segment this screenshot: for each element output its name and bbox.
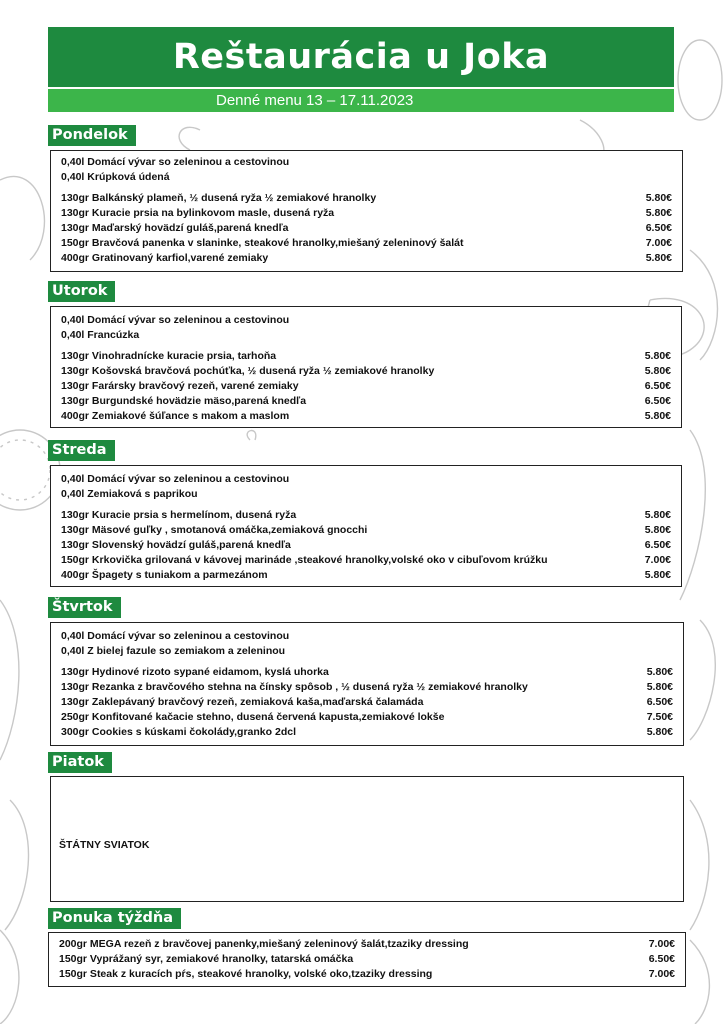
meal-price: 6.50€ [644, 539, 671, 551]
weekly-offer-box [48, 932, 686, 987]
meal-item: 130gr Košovská bravčová pochúťka, ½ dusená ryža ½ zemiakové hranolky 5.80€ [61, 365, 671, 377]
meal-price: 5.80€ [646, 666, 673, 678]
meal-price: 7.00€ [648, 938, 675, 950]
meal-price: 5.80€ [646, 681, 673, 693]
day-label-thursday: Štvrtok [48, 597, 121, 618]
day-label-friday: Piatok [48, 752, 112, 773]
meal-item: 400gr Zemiakové šúľance s makom a maslom 5.80€ [61, 410, 671, 422]
meal-item: 150gr Steak z kuracích pŕs, steakové hranolky, volské oko,tzaziky dressing 7.00€ [59, 968, 675, 980]
meal-item: 130gr Vinohradnícke kuracie prsia, tarhoňa 5.80€ [61, 350, 671, 362]
monday-menu-box [50, 150, 683, 272]
thursday-menu-box [50, 622, 684, 746]
meal-item: 130gr Maďarský hovädzí guláš,parená knedľa 6.50€ [61, 222, 672, 234]
meal-item: 400gr Špagety s tuniakom a parmezánom 5.80€ [61, 569, 671, 581]
restaurant-title: Reštaurácia u Joka [48, 27, 674, 87]
soup-item: 0,40l Zemiaková s paprikou [61, 488, 198, 500]
wednesday-menu-box [50, 465, 682, 587]
meal-item: 130gr Kuracie prsia s hermelínom, dusená ryža 5.80€ [61, 509, 671, 521]
meal-price: 5.80€ [645, 207, 672, 219]
meal-item: 130gr Balkánský plameň, ½ dusená ryža ½ zemiakové hranolky 5.80€ [61, 192, 672, 204]
meal-price: 5.80€ [646, 726, 673, 738]
day-label-monday: Pondelok [48, 125, 136, 146]
meal-price: 7.50€ [646, 711, 673, 723]
meal-price: 5.80€ [644, 350, 671, 362]
soup-item: 0,40l Francúzka [61, 329, 140, 341]
meal-item: 130gr Hydinové rizoto sypané eidamom, kyslá uhorka 5.80€ [61, 666, 673, 678]
day-label-wednesday: Streda [48, 440, 115, 461]
soup-item: 0,40l Domácí vývar so zeleninou a cestovinou [61, 473, 290, 485]
meal-price: 6.50€ [648, 953, 675, 965]
meal-price: 7.00€ [644, 554, 671, 566]
meal-item: 130gr Burgundské hovädzie mäso,parená knedľa 6.50€ [61, 395, 671, 407]
meal-price: 6.50€ [646, 696, 673, 708]
meal-price: 5.80€ [645, 192, 672, 204]
meal-item: 200gr MEGA rezeň z bravčovej panenky,miešaný zeleninový šalát,tzaziky dressing 7.00€ [59, 938, 675, 950]
meal-item: 130gr Zaklepávaný bravčový rezeň, zemiaková kaša,maďarská čalamáda 6.50€ [61, 696, 673, 708]
meal-item: 150gr Bravčová panenka v slaninke, steakové hranolky,miešaný zeleninový šalát 7.00€ [61, 237, 672, 249]
meal-price: 6.50€ [644, 395, 671, 407]
weekly-offer-label: Ponuka týždňa [48, 908, 181, 929]
meal-price: 7.00€ [645, 237, 672, 249]
meal-price: 6.50€ [644, 380, 671, 392]
meal-item: 130gr Rezanka z bravčového stehna na čínsky spôsob , ½ dusená ryža ½ zemiakové hranolky 5.80€ [61, 681, 673, 693]
meal-price: 6.50€ [645, 222, 672, 234]
soup-item: 0,40l Z bielej fazule so zemiakom a zeleninou [61, 645, 286, 657]
meal-price: 5.80€ [644, 410, 671, 422]
friday-menu-box [50, 776, 684, 902]
soup-item: 0,40l Domácí vývar so zeleninou a cestovinou [61, 314, 290, 326]
meal-price: 5.80€ [644, 524, 671, 536]
soup-item: 0,40l Krúpková údená [61, 171, 170, 183]
meal-item: 150gr Krkovička grilovaná v kávovej marináde ,steakové hranolky,volské oko v cibuľovom krúžku 7.00€ [61, 554, 671, 566]
meal-price: 5.80€ [644, 509, 671, 521]
day-label-tuesday: Utorok [48, 281, 115, 302]
meal-price: 5.80€ [644, 569, 671, 581]
meal-item: 250gr Konfitované kačacie stehno, dusená červená kapusta,zemiakové lokše 7.50€ [61, 711, 673, 723]
meal-item: 130gr Slovenský hovädzí guláš,parená knedľa 6.50€ [61, 539, 671, 551]
meal-price: 5.80€ [644, 365, 671, 377]
meal-item: 130gr Farársky bravčový rezeň, varené zemiaky 6.50€ [61, 380, 671, 392]
meal-price: 5.80€ [645, 252, 672, 264]
meal-item: 300gr Cookies s kúskami čokolády,granko 2dcl 5.80€ [61, 726, 673, 738]
holiday-note: ŠTÁTNY SVIATOK [59, 839, 150, 851]
meal-price: 7.00€ [648, 968, 675, 980]
meal-item: 130gr Kuracie prsia na bylinkovom masle, dusená ryža 5.80€ [61, 207, 672, 219]
soup-item: 0,40l Domácí vývar so zeleninou a cestovinou [61, 156, 290, 168]
soup-item: 0,40l Domácí vývar so zeleninou a cestovinou [61, 630, 290, 642]
meal-item: 400gr Gratinovaný karfiol,varené zemiaky 5.80€ [61, 252, 672, 264]
tuesday-menu-box [50, 306, 682, 428]
meal-item: 150gr Vyprážaný syr, zemiakové hranolky, tatarská omáčka 6.50€ [59, 953, 675, 965]
meal-item: 130gr Mäsové guľky , smotanová omáčka,zemiaková gnocchi 5.80€ [61, 524, 671, 536]
menu-date-range: Denné menu 13 – 17.11.2023 [48, 89, 674, 112]
